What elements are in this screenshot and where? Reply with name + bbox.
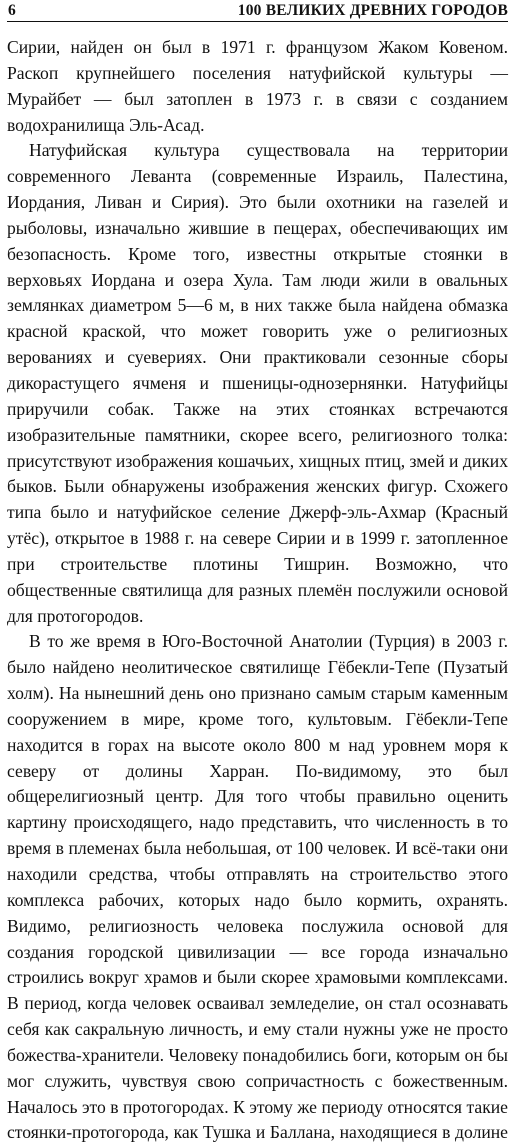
page-number: 6 (8, 2, 16, 19)
body-text (7, 22, 508, 1146)
running-title: 100 ВЕЛИКИХ ДРЕВНИХ ГОРОДОВ (237, 2, 508, 19)
running-header (7, 0, 508, 22)
paragraph-continuation: Сирии, найден он был в 1971 г. французом Жаком Ковеном. Раскоп крупнейшего поселения натуфийской культуры — Мурайбет — был затоплен в 1973 г. в связи с созданием водохранилища Эль-Асад. (7, 37, 508, 135)
paragraph-natufian: Натуфийская культура существовала на территории современного Леванта (современные Израиль, Палестина, Иордания, Ливан и Сирия). Это были охотники на газелей и рыболовы, изначально жившие в пещерах, обеспечивающих им безопасность. Кроме того, известны открытые стоянки в верховьях Иордана и озера Хула. Там люди жили в овальных землянках диаметром 5—6 м, в них также была найдена обмазка красной краской, что может говорить уже о религиозных верованиях и суевериях. Они практиковали сезонные сборы дикорастущего ячменя и пшеницы-однозернянки. Натуфийцы приручили собак. Также на этих стоянках встречаются изобразительные памятники, скорее всего, религиозного толка: присутствуют изображения кошачьих, хищных птиц, змей и диких быков. Были обнаружены изображения женских фигур. Схожего типа было и натуфийское селение Джерф-эль-Ахмар (Красный утёс), открытое в 1988 г. на севере Сирии и в 1999 г. затопленное при строительстве плотины Тишрин. Возможно, что общественные святилища для разных племён послужили основой для протогородов. (7, 140, 508, 626)
paragraph-gobekli-tepe: В то же время в Юго-Восточной Анатолии (Турция) в 2003 г. было найдено неолитическое святилище Гёбекли-Тепе (Пузатый холм). На нынешний день оно признано самым старым каменным сооружением в мире, кроме того, культовым. Гёбекли-Тепе находится в горах на высоте около 800 м над уровнем моря к северу от долины Харран. По-видимому, это был общерелигиозный центр. Для того чтобы правильно оценить картину происходящего, надо представить, что численность в то время в племенах была небольшая, от 100 человек. И всё-таки они находили средства, чтобы отправлять на строительство этого комплекса рабочих, которых надо было кормить, охранять. Видимо, религиозность человека послужила основой для создания городской цивилизации — все города изначально строились вокруг храмов и были скорее храмовыми комплексами. В период, когда человек осваивал земледелие, он стал осознавать себя как сакральную личность, и ему стали нужны уже не просто божества-хранители. Человеку понадобились боги, которым он бы мог служить, чувствуя свою сопричастность с божественным. Началось это в протогородах. К этому же периоду относятся такие стоянки-протогорода, как Тушка и Баллана, находящиеся в долине (7, 631, 508, 1143)
